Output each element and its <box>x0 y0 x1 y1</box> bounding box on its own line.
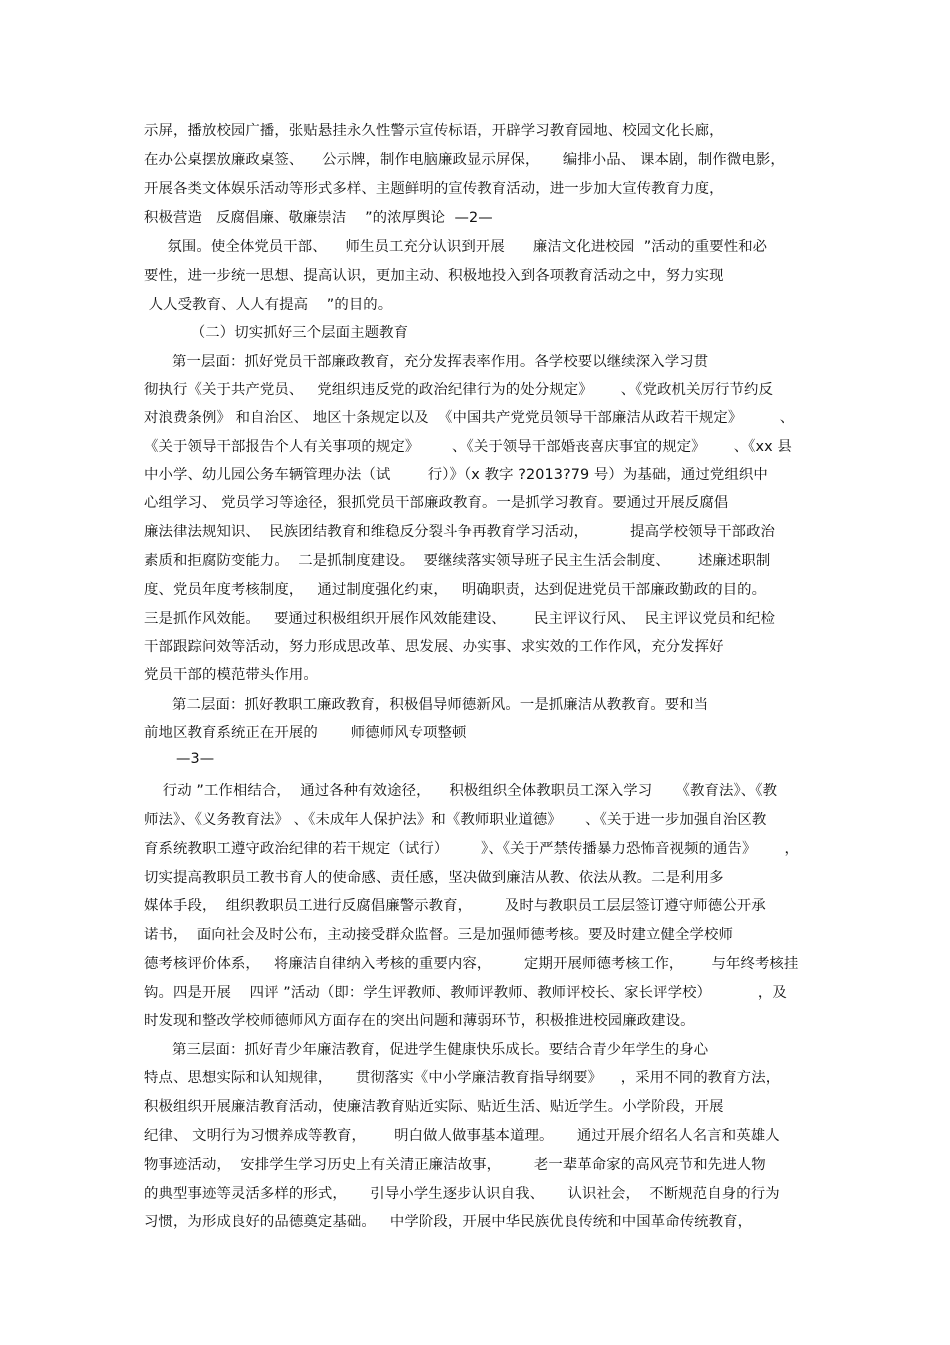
text-line: 切实提高教职员工教书育人的使命感、责任感，坚决做到廉洁从教、依法从教。二是利用多 <box>144 870 724 886</box>
text-line: 行动 ”工作相结合， 通过各种有效途径， 积极组织全体教职员工深入学习 《教育法》、《教 <box>144 783 778 799</box>
text-line: 特点、思想实际和认知规律， 贯彻落实《中小学廉洁教育指导纲要》 ，采用不同的教育方法， <box>144 1070 781 1086</box>
text-line: 第二层面：抓好教职工廉政教育，积极倡导师德新风。一是抓廉洁从教教育。要和当 <box>144 697 709 713</box>
text-line: 德考核评价体系， 将廉洁自律纳入考核的重要内容， 定期开展师德考核工作， 与年终考核挂 <box>144 956 799 972</box>
text-line: 廉法律法规知识、 民族团结教育和维稳反分裂斗争再教育学习活动， 提高学校领导干部政治 <box>144 524 776 540</box>
text-line: 对浪费条例》 和自治区、 地区十条规定以及 《中国共产党党员领导干部廉洁从政若干规定》 、 <box>144 410 795 426</box>
text-line: 积极营造 反腐倡廉、敬廉崇洁 ”的浓厚舆论 —2— <box>144 210 493 226</box>
text-line: 示屏，播放校园广播，张贴悬挂永久性警示宣传标语，开辟学习教育园地、校园文化长廊， <box>144 123 724 139</box>
text-line: 育系统教职工遵守政治纪律的若干规定（试行） 》、《关于严禁传播暴力恐怖音视频的通告》 ， <box>144 841 799 857</box>
text-line: 中小学、幼儿园公务车辆管理办法（试 行）》（x 教字 ?2013?79 号）为基础，通过党组织中 <box>144 467 768 483</box>
text-line: 纪律、 文明行为习惯养成等教育， 明白做人做事基本道理。 通过开展介绍名人名言和英雄人 <box>144 1128 780 1144</box>
text-line: 开展各类文体娱乐活动等形式多样、主题鲜明的宣传教育活动，进一步加大宣传教育力度， <box>144 181 724 197</box>
text-line: 时发现和整改学校师德师风方面存在的突出问题和薄弱环节，积极推进校园廉政建设。 <box>144 1013 695 1029</box>
text-line: 《关于领导干部报告个人有关事项的规定》 、《关于领导干部婚丧喜庆事宜的规定》 、《xx 县 <box>144 439 792 455</box>
text-line: 的典型事迹等灵活多样的形式， 引导小学生逐步认识自我、 认识社会， 不断规范自身的行为 <box>144 1186 780 1202</box>
text-line: 师法》、《义务教育法》 、《未成年人保护法》和《教师职业道德》 、《关于进一步加强自治区教 <box>144 812 767 828</box>
text-line: 媒体手段， 组织教职员工进行反腐倡廉警示教育， 及时与教职员工层层签订遵守师德公开承 <box>144 898 766 914</box>
text-line: 党员干部的模范带头作用。 <box>144 667 318 683</box>
text-line: 第三层面：抓好青少年廉洁教育，促进学生健康快乐成长。要结合青少年学生的身心 <box>144 1042 709 1058</box>
text-line: 在办公桌摆放廉政桌签、 公示牌，制作电脑廉政显示屏保， 编排小品、 课本剧，制作微电影， <box>144 152 785 168</box>
text-line: 钩。四是开展 四评 ”活动（即：学生评教师、教师评教师、教师评校长、家长评学校） ，及 <box>144 985 787 1001</box>
text-line: 物事迹活动， 安排学生学习历史上有关清正廉洁故事， 老一辈革命家的高风亮节和先进人物 <box>144 1157 766 1173</box>
section-heading: （二）切实抓好三个层面主题教育 <box>144 325 409 341</box>
text-line: 彻执行《关于共产党员、 党组织违反党的政治纪律行为的处分规定》 、《党政机关厉行节约反 <box>144 382 773 398</box>
text-line: 人人受教育、人人有提高 ”的目的。 <box>144 297 393 313</box>
page-number: —3— <box>176 751 215 767</box>
text-line: 素质和拒腐防变能力。 二是抓制度建设。 要继续落实领导班子民主生活会制度、 述廉述职制 <box>144 553 771 569</box>
text-line: 干部跟踪问效等活动，努力形成思改革、思发展、办实事、求实效的工作作风，充分发挥好 <box>144 639 724 655</box>
text-line: 诺书， 面向社会及时公布，主动接受群众监督。三是加强师德考核。要及时建立健全学校师 <box>144 927 733 943</box>
text-line: 氛围。使全体党员干部、 师生员工充分认识到开展 廉洁文化进校园 ”活动的重要性和必 <box>144 239 768 255</box>
text-line: 心组学习、 党员学习等途径，狠抓党员干部廉政教育。一是抓学习教育。要通过开展反腐倡 <box>144 495 729 511</box>
text-line: 积极组织开展廉洁教育活动，使廉洁教育贴近实际、贴近生活、贴近学生。小学阶段，开展 <box>144 1099 724 1115</box>
text-line: 要性，进一步统一思想、提高认识，更加主动、积极地投入到各项教育活动之中，努力实现 <box>144 268 724 284</box>
text-line: 前地区教育系统正在开展的 师德师风专项整顿 <box>144 725 467 741</box>
text-line: 习惯，为形成良好的品德奠定基础。 中学阶段，开展中华民族优良传统和中国革命传统教育， <box>144 1214 753 1230</box>
text-line: 第一层面：抓好党员干部廉政教育，充分发挥表率作用。各学校要以继续深入学习贯 <box>144 354 709 370</box>
text-line: 度、党员年度考核制度， 通过制度强化约束， 明确职责，达到促进党员干部廉政勤政的目的。 <box>144 582 767 598</box>
text-line: 三是抓作风效能。 要通过积极组织开展作风效能建设、 民主评议行风、 民主评议党员和纪检 <box>144 611 776 627</box>
